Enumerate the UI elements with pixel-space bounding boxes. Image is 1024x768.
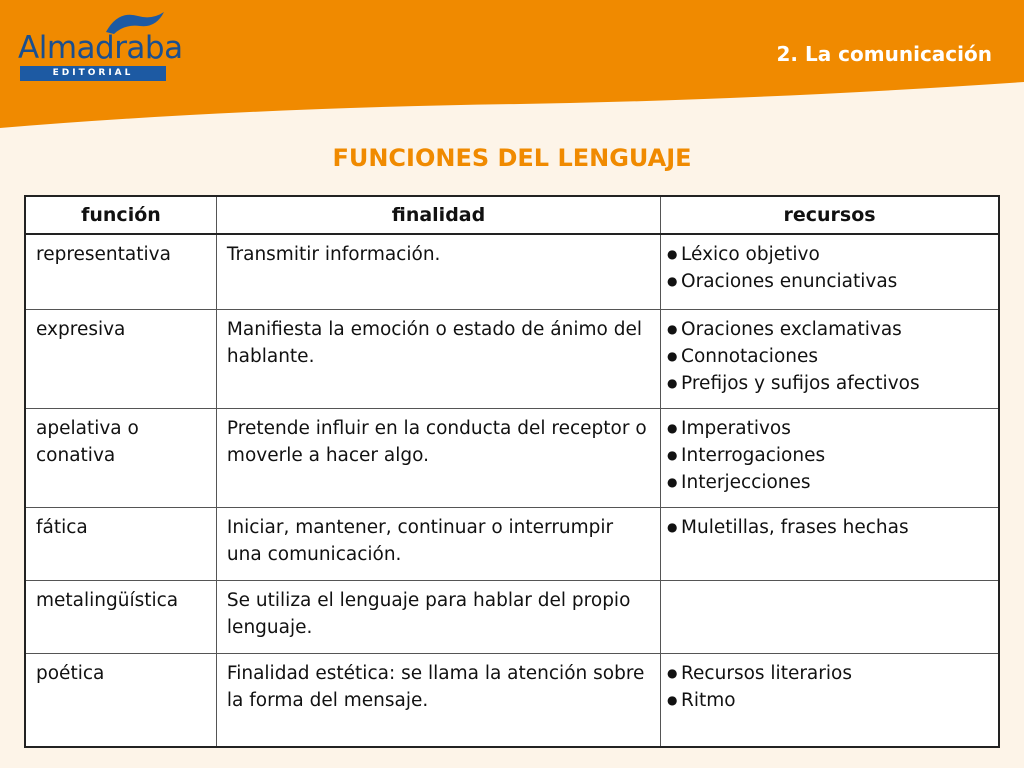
section-title: 2. La comunicación (776, 42, 992, 66)
cell-funcion: apelativa o conativa (25, 408, 216, 507)
recurso-text: Léxico objetivo (681, 244, 820, 265)
cell-funcion: representativa (25, 234, 216, 309)
recurso-text: Interrogaciones (681, 444, 826, 466)
list-item (667, 241, 994, 268)
bullet-icon: ● (667, 321, 678, 336)
cell-funcion: fática (25, 507, 216, 580)
list-item (667, 660, 994, 687)
recurso-text: Ritmo (681, 689, 736, 711)
table-header-row (25, 196, 999, 234)
recurso-text: Connotaciones (681, 345, 819, 367)
cell-recursos (661, 408, 999, 507)
logo-subtitle: EDITORIAL (20, 66, 166, 81)
recurso-text: Oraciones exclamativas (681, 318, 902, 340)
list-item (667, 370, 994, 397)
recursos-list (667, 415, 994, 496)
cell-recursos (661, 507, 999, 580)
list-item (667, 442, 994, 469)
page-title: FUNCIONES DEL LENGUAJE (332, 144, 692, 172)
list-item (667, 687, 994, 714)
list-item (667, 343, 994, 370)
list-item (667, 268, 994, 295)
bullet-icon: ● (667, 665, 678, 680)
cell-recursos (661, 234, 999, 309)
cell-finalidad: Iniciar, mantener, continuar o interrumpir una comunicación. (216, 507, 660, 580)
cell-funcion: expresiva (25, 309, 216, 408)
table-row (25, 507, 999, 580)
recurso-text: Recursos literarios (681, 662, 852, 684)
bullet-icon: ● (667, 247, 678, 261)
cell-funcion: metalingüística (25, 580, 216, 653)
list-item (667, 514, 994, 541)
table-row (25, 408, 999, 507)
recursos-list (667, 514, 994, 541)
column-header-recursos: recursos (661, 196, 999, 234)
list-item (667, 469, 994, 496)
cell-recursos (661, 580, 999, 653)
recurso-text: Oraciones enunciativas (681, 271, 898, 292)
logo-wordmark: Almadraba (18, 30, 183, 66)
recurso-text: Imperativos (681, 417, 791, 439)
recurso-text: Interjecciones (681, 471, 811, 493)
cell-recursos (661, 653, 999, 747)
cell-funcion: poética (25, 653, 216, 747)
table-body (25, 234, 999, 747)
cell-finalidad: Se utiliza el lenguaje para hablar del propio lenguaje. (216, 580, 660, 653)
recursos-list (667, 316, 994, 397)
table-row (25, 309, 999, 408)
cell-finalidad: Manifiesta la emoción o estado de ánimo del hablante. (216, 309, 660, 408)
cell-finalidad: Pretende influir en la conducta del receptor o moverle a hacer algo. (216, 408, 660, 507)
recursos-list (667, 660, 994, 714)
functions-table (24, 195, 1000, 748)
bullet-icon: ● (667, 519, 678, 534)
bullet-icon: ● (667, 375, 678, 390)
list-item (667, 316, 994, 343)
bullet-icon: ● (667, 420, 678, 435)
cell-finalidad: Finalidad estética: se llama la atención sobre la forma del mensaje. (216, 653, 660, 747)
recurso-text: Muletillas, frases hechas (681, 516, 909, 538)
column-header-funcion: función (25, 196, 216, 234)
bullet-icon: ● (667, 348, 678, 363)
recurso-text: Prefijos y sufijos afectivos (681, 372, 920, 394)
bullet-icon: ● (667, 274, 678, 288)
bullet-icon: ● (667, 692, 678, 707)
table-row (25, 234, 999, 309)
cell-finalidad: Transmitir información. (216, 234, 660, 309)
table-row (25, 653, 999, 747)
publisher-logo (18, 8, 183, 80)
recursos-list (667, 241, 994, 295)
bullet-icon: ● (667, 447, 678, 462)
table-row (25, 580, 999, 653)
cell-recursos (661, 309, 999, 408)
bullet-icon: ● (667, 474, 678, 489)
list-item (667, 415, 994, 442)
column-header-finalidad: finalidad (216, 196, 660, 234)
